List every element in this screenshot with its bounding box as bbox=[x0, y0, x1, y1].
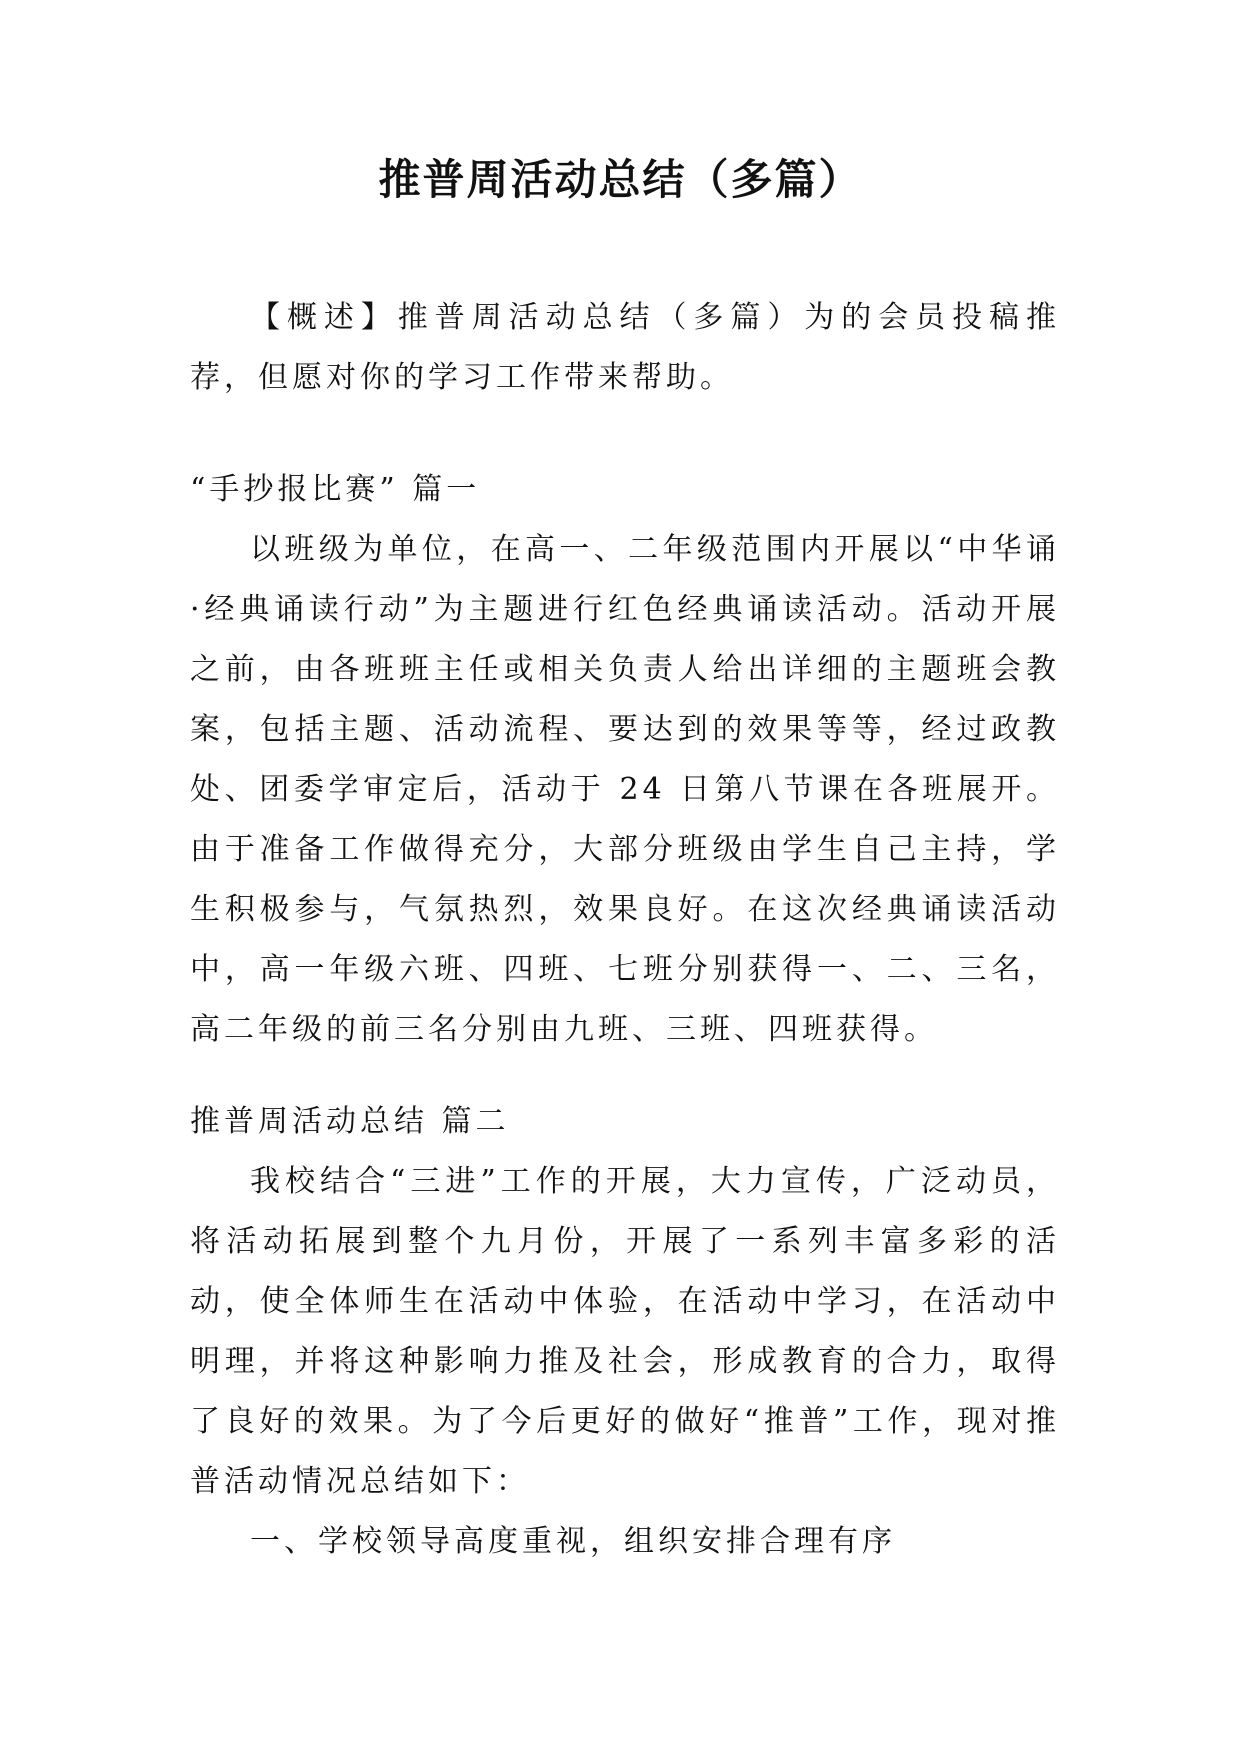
section-2-heading-block bbox=[190, 1092, 1060, 1152]
section-1-heading-block bbox=[190, 460, 1060, 520]
document-title: 推普周活动总结（多篇） bbox=[378, 155, 863, 204]
section-1-heading: “手抄报比赛” 篇一 bbox=[190, 472, 481, 507]
section-2-heading: 推普周活动总结 篇二 bbox=[190, 1104, 510, 1139]
section-2-subheading-1: 一、学校领导高度重视，组织安排合理有序 bbox=[250, 1524, 896, 1559]
section-2-body bbox=[190, 1152, 1060, 1512]
section-2-subheading-block bbox=[190, 1512, 1060, 1572]
section-2-paragraph-1: 我校结合“三进”工作的开展，大力宣传，广泛动员，将活动拓展到整个九月份，开展了一系列丰富多彩的活动，使全体师生在活动中体验，在活动中学习，在活动中明理，并将这种影响力推及社会，形成教育的合力，取得了良好的效果。为了今后更好的做好“推普”工作，现对推普活动情况总结如下： bbox=[190, 1164, 1060, 1499]
summary-paragraph bbox=[190, 288, 1060, 408]
section-1-paragraph-1: 以班级为单位，在高一、二年级范围内开展以“中华诵·经典诵读行动”为主题进行红色经典诵读活动。活动开展之前，由各班班主任或相关负责人给出详细的主题班会教案，包括主题、活动流程、要达到的效果等等，经过政教处、团委学审定后，活动于 24 日第八节课在各班展开。由于准备工作做得充分，大部分班级由学生自己主持，学生积极参与，气氛热烈，效果良好。在这次经典诵读活动中，高一年级六班、四班、七班分别获得一、二、三名，高二年级的前三名分别由九班、三班、四班获得。 bbox=[190, 532, 1060, 1047]
summary-text: 【概述】推普周活动总结（多篇）为的会员投稿推荐，但愿对你的学习工作带来帮助。 bbox=[190, 300, 1060, 395]
section-1-body bbox=[190, 520, 1060, 1060]
